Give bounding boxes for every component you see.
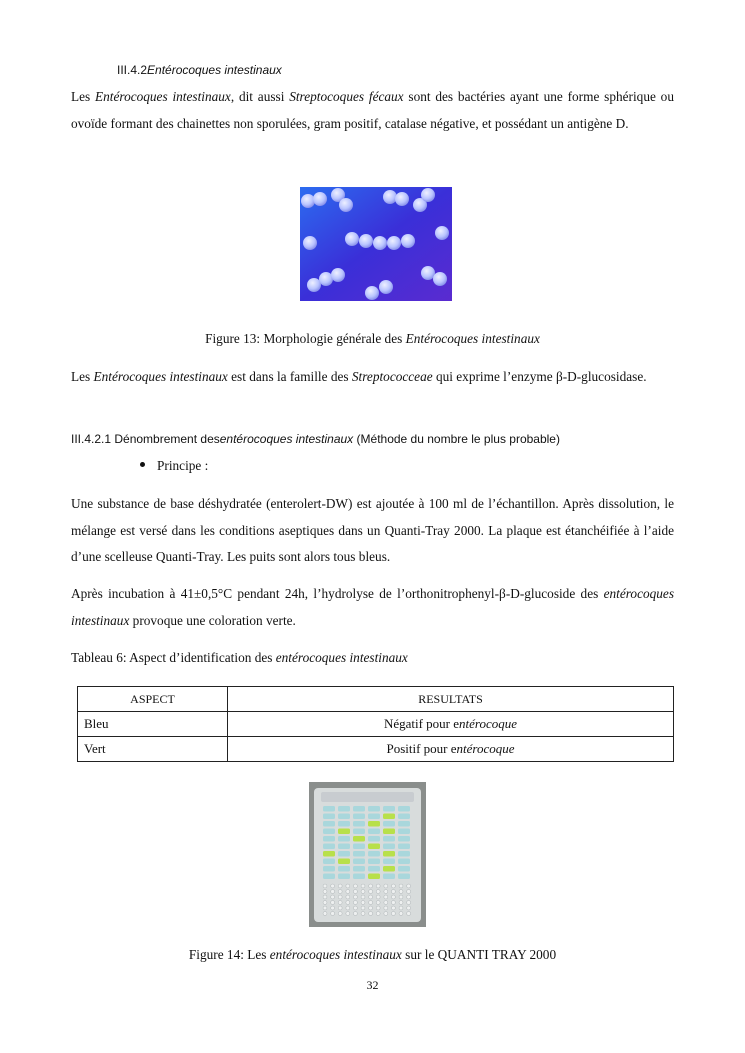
tray-small-well xyxy=(346,906,350,910)
tray-small-well xyxy=(338,912,342,916)
tray-large-well xyxy=(383,829,395,835)
tray-large-well xyxy=(353,814,365,820)
section-heading xyxy=(117,63,282,77)
tray-small-well xyxy=(399,884,403,888)
tray-small-well xyxy=(338,895,342,899)
enterococcus-micrograph-image xyxy=(300,187,452,301)
tray-small-well xyxy=(384,901,388,905)
tray-large-well xyxy=(383,874,395,880)
tray-small-well xyxy=(361,912,365,916)
tray-small-well xyxy=(361,884,365,888)
tray-large-well xyxy=(383,806,395,812)
tray-large-well xyxy=(398,874,410,880)
tray-large-well xyxy=(398,806,410,812)
tray-small-well xyxy=(361,901,365,905)
tray-large-well xyxy=(353,859,365,865)
tray-large-well xyxy=(368,859,380,865)
tray-small-well xyxy=(338,901,342,905)
tray-small-well xyxy=(391,890,395,894)
tray-small-well xyxy=(399,912,403,916)
tray-small-well xyxy=(376,912,380,916)
intro-paragraph: Les Entérocoques intestinaux, dit aussi Streptocoques fécaux sont des bactéries ayant une forme sphérique ou ovoïde formant des chainettes non sporulées, gram positif, catalase négative, et possédant un antigène D. xyxy=(71,89,674,131)
tray-small-well xyxy=(346,912,350,916)
tray-small-well xyxy=(391,895,395,899)
tray-large-well xyxy=(368,821,380,827)
tray-small-well xyxy=(338,906,342,910)
cell-result: Positif pour entérocoque xyxy=(228,737,674,762)
tray-large-well xyxy=(383,866,395,872)
tray-large-well xyxy=(383,821,395,827)
table-row xyxy=(78,712,674,737)
tray-large-well xyxy=(323,821,335,827)
header-aspect: ASPECT xyxy=(78,687,228,712)
tray-small-well xyxy=(384,890,388,894)
tray-small-well xyxy=(346,884,350,888)
tray-small-well xyxy=(361,895,365,899)
tray-small-well xyxy=(399,901,403,905)
tray-large-well xyxy=(338,814,350,820)
tray-small-well xyxy=(407,884,411,888)
tray-large-well xyxy=(383,844,395,850)
tray-small-well xyxy=(353,901,357,905)
tray-large-well xyxy=(353,821,365,827)
header-resultats: RESULTATS xyxy=(228,687,674,712)
tray-small-well xyxy=(353,906,357,910)
tray-large-well xyxy=(353,844,365,850)
tray-small-well xyxy=(323,901,327,905)
tray-small-well xyxy=(369,901,373,905)
tray-small-well xyxy=(376,901,380,905)
tray-large-well xyxy=(338,866,350,872)
tray-small-well xyxy=(346,890,350,894)
tray-small-well xyxy=(338,884,342,888)
term-enterocoques: Entérocoques intestinaux xyxy=(95,89,231,104)
tray-small-well xyxy=(399,895,403,899)
tray-large-well xyxy=(338,859,350,865)
tray-small-well xyxy=(361,906,365,910)
tray-small-well xyxy=(369,906,373,910)
tray-small-well xyxy=(323,906,327,910)
tray-small-well xyxy=(384,906,388,910)
tray-large-well xyxy=(368,851,380,857)
tray-large-well xyxy=(383,859,395,865)
tray-large-well xyxy=(353,866,365,872)
subsection-heading: III.4.2.1 Dénombrement desentérocoques intestinaux (Méthode du nombre le plus probable) xyxy=(71,432,560,446)
tray-large-well xyxy=(353,874,365,880)
page-number: 32 xyxy=(366,978,379,992)
cell-aspect: Vert xyxy=(78,737,228,762)
tray-small-well xyxy=(384,884,388,888)
cell-result: Négatif pour entérocoque xyxy=(228,712,674,737)
section-number: III.4.2 xyxy=(117,63,148,77)
tray-large-well xyxy=(398,829,410,835)
tray-large-well xyxy=(383,851,395,857)
tray-large-well xyxy=(323,836,335,842)
tray-small-well xyxy=(331,901,335,905)
tray-large-well xyxy=(338,851,350,857)
tray-large-well xyxy=(338,829,350,835)
tray-large-well xyxy=(338,874,350,880)
tray-small-well xyxy=(369,895,373,899)
tray-large-well xyxy=(338,844,350,850)
tray-large-well xyxy=(323,814,335,820)
tray-small-well xyxy=(407,901,411,905)
tray-large-well xyxy=(398,814,410,820)
tray-small-well xyxy=(384,895,388,899)
tray-large-well xyxy=(398,821,410,827)
tray-small-well xyxy=(384,912,388,916)
tray-large-well xyxy=(383,836,395,842)
tray-large-well xyxy=(398,866,410,872)
tray-small-well xyxy=(331,912,335,916)
section-title: Entérocoques intestinaux xyxy=(147,63,282,77)
tray-small-well xyxy=(407,890,411,894)
tray-large-well xyxy=(353,836,365,842)
tray-small-well xyxy=(391,906,395,910)
tray-large-well xyxy=(338,821,350,827)
tray-small-well xyxy=(376,884,380,888)
tray-large-well xyxy=(338,836,350,842)
table-header-row xyxy=(78,687,674,712)
tray-large-well xyxy=(368,844,380,850)
tray-large-well xyxy=(368,806,380,812)
cell-aspect: Bleu xyxy=(78,712,228,737)
tray-large-well xyxy=(353,829,365,835)
tray-small-well xyxy=(338,890,342,894)
tray-small-well xyxy=(323,884,327,888)
tray-large-well xyxy=(383,814,395,820)
tray-small-well xyxy=(346,895,350,899)
bullet-dot-icon xyxy=(140,462,145,467)
tray-large-well xyxy=(368,836,380,842)
tray-large-well xyxy=(323,851,335,857)
tray-small-well xyxy=(353,912,357,916)
tray-large-well xyxy=(398,836,410,842)
tray-small-well xyxy=(376,890,380,894)
tray-large-well xyxy=(368,874,380,880)
tray-small-well xyxy=(331,906,335,910)
tray-small-well xyxy=(346,901,350,905)
tray-small-well xyxy=(323,895,327,899)
tray-small-well xyxy=(376,895,380,899)
tray-large-well xyxy=(398,859,410,865)
tray-small-well xyxy=(369,890,373,894)
tray-small-well xyxy=(361,890,365,894)
tray-small-well xyxy=(353,884,357,888)
tray-large-well xyxy=(323,806,335,812)
tray-large-well xyxy=(368,829,380,835)
tray-small-well xyxy=(399,890,403,894)
tray-small-well xyxy=(353,895,357,899)
tray-small-well xyxy=(353,890,357,894)
tray-large-well xyxy=(398,851,410,857)
tray-small-well xyxy=(391,901,395,905)
tray-small-well xyxy=(391,912,395,916)
tray-large-well xyxy=(398,844,410,850)
tray-large-well xyxy=(323,859,335,865)
tray-small-well xyxy=(407,906,411,910)
term-streptocoques: Streptocoques fécaux xyxy=(289,89,404,104)
tray-small-well xyxy=(391,884,395,888)
tray-large-well xyxy=(368,866,380,872)
tray-small-well xyxy=(407,912,411,916)
tray-large-well xyxy=(323,844,335,850)
bullet-principe: Principe : xyxy=(140,458,208,474)
tray-large-well xyxy=(338,806,350,812)
tray-small-well xyxy=(399,906,403,910)
principe-paragraph: Une substance de base déshydratée (enterolert-DW) est ajoutée à 100 ml de l’échantillon. Après dissolution, le mélange est versé dans les conditions aseptiques dans un Quanti-Tray 2000. La plaque est étanchéifiée à l’aide d’une scelleuse Quanti-Tray. Les puits sont alors tous bleus. xyxy=(71,496,674,564)
figure14-caption: Figure 14: Les entérocoques intestinaux sur le QUANTI TRAY 2000 xyxy=(188,947,557,962)
table-row xyxy=(78,737,674,762)
tray-small-well xyxy=(331,895,335,899)
tray-small-well xyxy=(331,890,335,894)
tray-small-well xyxy=(407,895,411,899)
tray-small-well xyxy=(369,884,373,888)
tray-small-well xyxy=(331,884,335,888)
tray-large-well xyxy=(353,851,365,857)
tray-small-well xyxy=(323,890,327,894)
tray-large-well xyxy=(368,814,380,820)
tray-small-well xyxy=(323,912,327,916)
tray-large-well xyxy=(323,874,335,880)
incubation-paragraph: Après incubation à 41±0,5°C pendant 24h, l’hydrolyse de l’orthonitrophenyl-β-D-glucoside des entérocoques intestinaux provoque une coloration verte. xyxy=(71,586,674,628)
tray-large-well xyxy=(323,866,335,872)
identification-table xyxy=(77,686,674,762)
tray-large-well xyxy=(353,806,365,812)
term-streptococceae: Streptococceae xyxy=(351,369,433,384)
quanti-tray-photo-image xyxy=(309,782,426,927)
table6-caption: Tableau 6: Aspect d’identification des entérocoques intestinaux xyxy=(71,650,408,665)
tray-large-well xyxy=(323,829,335,835)
tray-small-well xyxy=(376,906,380,910)
family-paragraph: Les Entérocoques intestinaux est dans la famille des Streptococceae qui exprime l’enzyme β-D-glucosidase. xyxy=(71,369,647,384)
tray-small-well xyxy=(369,912,373,916)
figure13-caption: Figure 13: Morphologie générale des Entérocoques intestinaux xyxy=(205,331,540,346)
